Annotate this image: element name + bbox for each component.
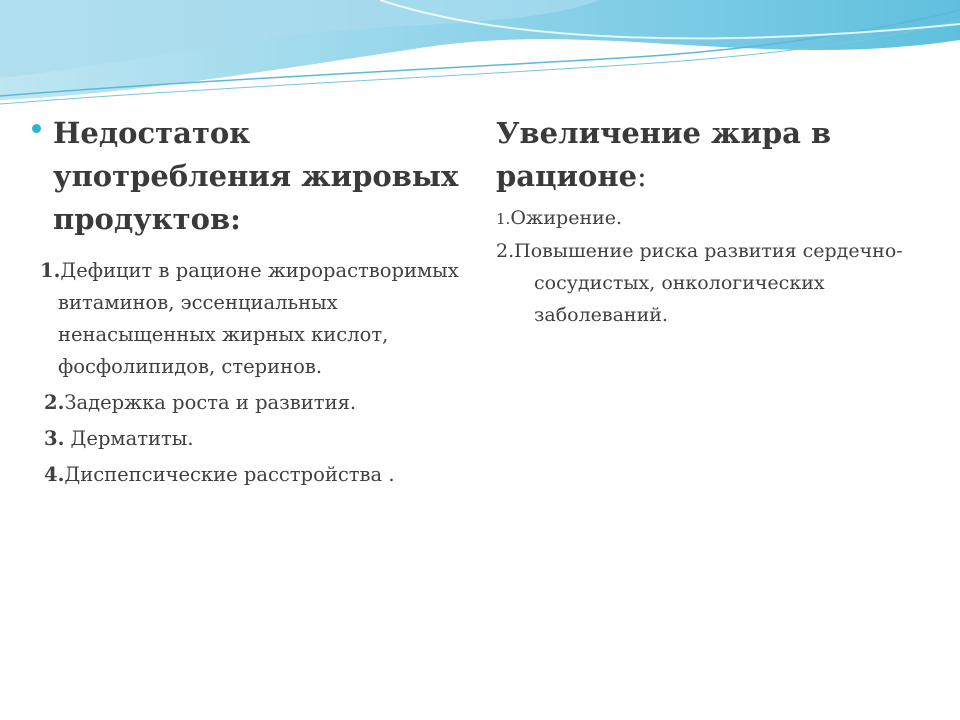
- right-list: [496, 202, 936, 331]
- item-number: 2.: [44, 391, 65, 414]
- item-text: Задержка роста и развития.: [64, 391, 357, 414]
- decorative-wave-header: [0, 0, 960, 120]
- list-item: [32, 387, 462, 419]
- left-heading-row: [32, 112, 462, 241]
- right-heading-colon: :: [637, 159, 647, 193]
- list-item: [496, 235, 936, 331]
- left-column: [32, 112, 462, 495]
- item-number: 2.: [496, 240, 515, 262]
- item-text: Диспепсические расстройства .: [64, 463, 395, 486]
- item-number: 1.: [40, 259, 61, 282]
- list-item: [32, 459, 462, 491]
- list-item: [32, 255, 462, 383]
- item-text: Дефицит в рационе жирорастворимых витаминов, эссенциальных ненасыщенных жирных кислот, фосфолипидов, стеринов.: [58, 259, 459, 378]
- bullet-icon: [32, 124, 41, 133]
- right-heading: [496, 112, 936, 198]
- right-heading-text: Увеличение жира в рационе: [496, 116, 832, 193]
- list-item: [32, 423, 462, 455]
- left-heading: Недостаток употребления жировых продуктов:: [53, 116, 459, 236]
- left-list: [32, 255, 462, 491]
- item-number: 4.: [44, 463, 65, 486]
- right-column: [496, 112, 936, 331]
- item-number: 3.: [44, 427, 65, 450]
- item-text: Повышение риска развития сердечно-сосудистых, онкологических заболеваний.: [514, 240, 903, 326]
- item-text: Ожирение.: [510, 207, 623, 229]
- item-text: Дерматиты.: [64, 427, 194, 450]
- item-number: 1.: [496, 210, 511, 228]
- list-item: [496, 202, 936, 235]
